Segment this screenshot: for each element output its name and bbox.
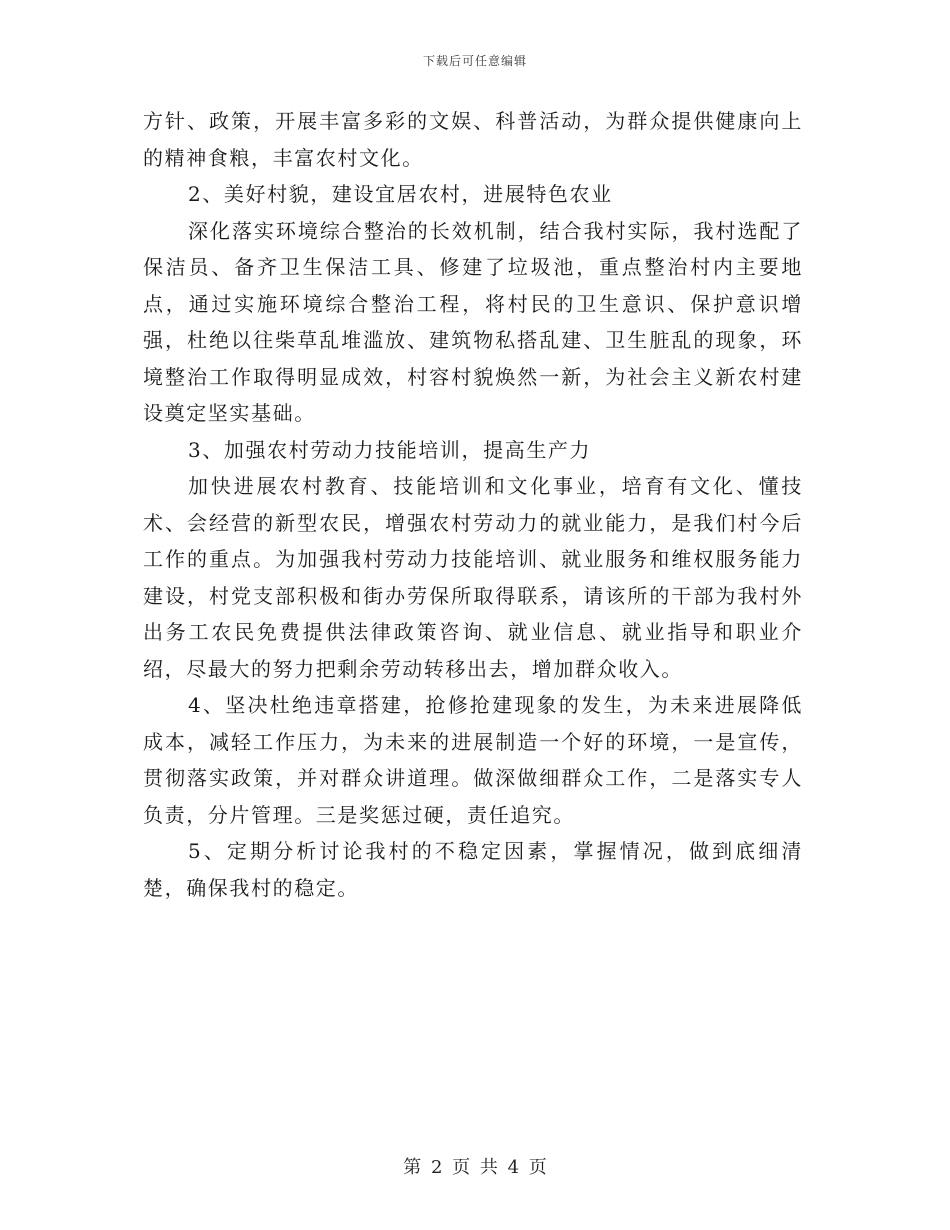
- document-body: [143, 103, 803, 906]
- page-footer: 第 2 页 共 4 页: [403, 1157, 547, 1178]
- paragraph-5: 5、定期分析讨论我村的不稳定因素，掌握情况，做到底细清楚，确保我村的稳定。: [143, 839, 803, 900]
- section-heading-3: 3、加强农村劳动力技能培训，提高生产力: [188, 437, 592, 462]
- section-heading-2: 2、美好村貌，建设宜居农村，进展特色农业: [188, 182, 613, 206]
- paragraph-4: 4、坚决杜绝违章搭建，抢修抢建现象的发生，为未来进展降低成本，减轻工作压力，为未来的进展制造一个好的环境，一是宣传，贯彻落实政策，并对群众讲道理。做深做细群众工作，二是落实专人负责，分片管理。三是奖惩过硬，责任追究。: [143, 693, 803, 827]
- paragraph-3: 加快进展农村教育、技能培训和文化事业，培育有文化、懂技术、会经营的新型农民，增强农村劳动力的就业能力，是我们村今后工作的重点。为加强我村劳动力技能培训、就业服务和维权服务能力建设，村党支部积极和街办劳保所取得联系，请该所的干部为我村外出务工农民免费提供法律政策咨询、就业信息、就业指导和职业介绍，尽最大的努力把剩余劳动转移出去，增加群众收入。: [143, 474, 803, 681]
- paragraph-1: 方针、政策，开展丰富多彩的文娱、科普活动，为群众提供健康向上的精神食粮，丰富农村文化。: [143, 109, 803, 170]
- paragraph-2: 深化落实环境综合整治的长效机制，结合我村实际，我村选配了保洁员、备齐卫生保洁工具、修建了垃圾池，重点整治村内主要地点，通过实施环境综合整治工程，将村民的卫生意识、保护意识增强，杜绝以往柴草乱堆滥放、建筑物私搭乱建、卫生脏乱的现象，环境整治工作取得明显成效，村容村貌焕然一新，为社会主义新农村建设奠定坚实基础。: [143, 218, 803, 425]
- page-header: 下载后可任意编辑: [422, 54, 527, 68]
